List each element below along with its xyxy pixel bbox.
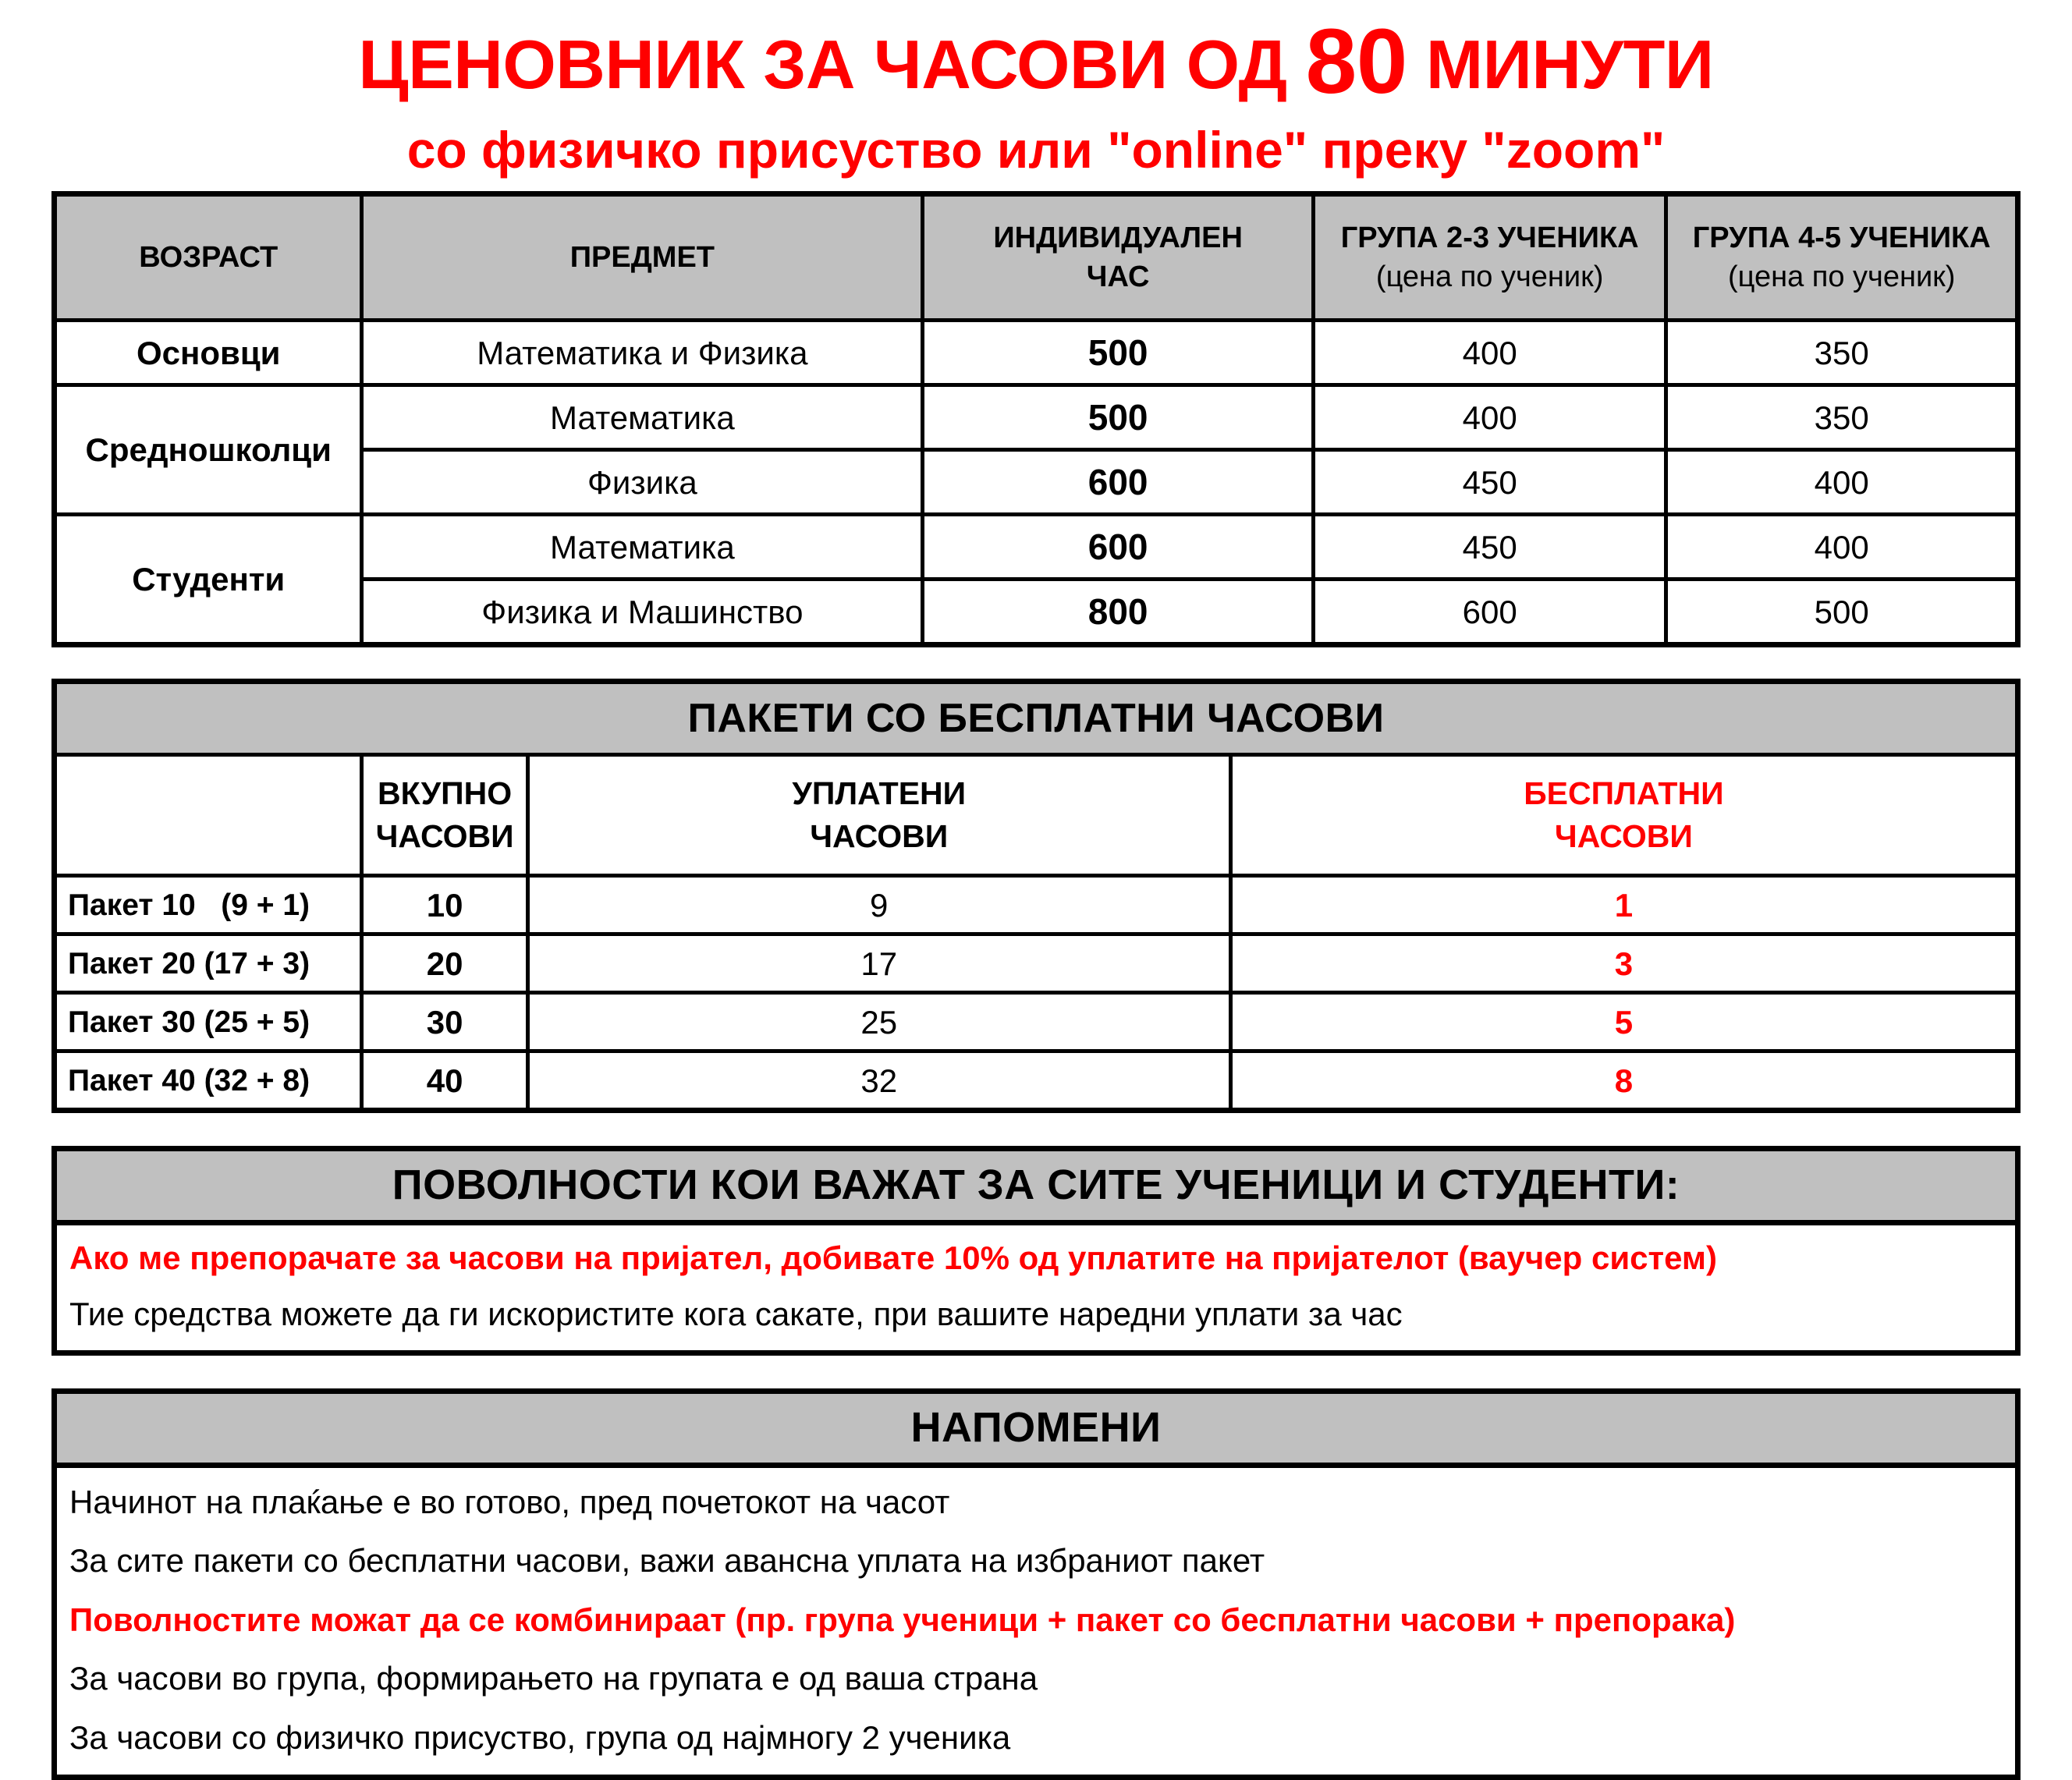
notes-panel-body bbox=[57, 1468, 2015, 1775]
prices-table bbox=[51, 191, 2021, 647]
package-name: Пакет 10 (9 + 1) bbox=[55, 876, 362, 934]
package-free-hours: 8 bbox=[1230, 1051, 2017, 1111]
table-row bbox=[55, 385, 2018, 450]
price-individual: 800 bbox=[923, 580, 1314, 645]
page-title-after: МИНУТИ bbox=[1407, 26, 1714, 103]
benefits-panel-heading: ПОВОЛНОСТИ КОИ ВАЖАТ ЗА СИТЕ УЧЕНИЦИ И СТУДЕНТИ: bbox=[57, 1151, 2015, 1225]
price-individual: 500 bbox=[923, 385, 1314, 450]
table-row bbox=[55, 934, 2018, 993]
column-header-free-line1: БЕСПЛАТНИ bbox=[1524, 775, 1724, 811]
price-group45: 350 bbox=[1666, 321, 2018, 385]
subject-cell: Физика bbox=[362, 450, 923, 515]
price-group23: 450 bbox=[1313, 515, 1666, 580]
table-row bbox=[55, 1051, 2018, 1111]
package-total-hours: 20 bbox=[362, 934, 527, 993]
notes-line: За часови во група, формирањето на групата е од ваша страна bbox=[69, 1660, 1038, 1697]
column-header-total bbox=[362, 755, 527, 876]
page-title-before: ЦЕНОВНИК ЗА ЧАСОВИ ОД bbox=[358, 26, 1306, 103]
column-header-group23 bbox=[1313, 194, 1666, 321]
column-header-group23-line2: (цена по ученик) bbox=[1375, 261, 1604, 294]
package-paid-hours: 32 bbox=[527, 1051, 1230, 1111]
packages-header-row bbox=[55, 755, 2018, 876]
subject-cell: Математика bbox=[362, 515, 923, 580]
column-header-group45-line1: ГРУПА 4-5 УЧЕНИКА bbox=[1692, 221, 1991, 254]
age-cell-osnovci: Основци bbox=[55, 321, 362, 385]
column-header-individual-line1: ИНДИВИДУАЛЕН bbox=[993, 221, 1243, 254]
package-name: Пакет 40 (32 + 8) bbox=[55, 1051, 362, 1111]
column-header-free-line2: ЧАСОВИ bbox=[1554, 818, 1693, 855]
column-header-free bbox=[1230, 755, 2017, 876]
packages-banner: ПАКЕТИ СО БЕСПЛАТНИ ЧАСОВИ bbox=[55, 682, 2018, 755]
price-group23: 450 bbox=[1313, 450, 1666, 515]
packages-table bbox=[51, 679, 2021, 1113]
age-cell-studenti: Студенти bbox=[55, 515, 362, 645]
prices-table-header-row bbox=[55, 194, 2018, 321]
price-group23: 600 bbox=[1313, 580, 1666, 645]
price-individual: 500 bbox=[923, 321, 1314, 385]
column-header-group23-line1: ГРУПА 2-3 УЧЕНИКА bbox=[1340, 221, 1639, 254]
price-group23: 400 bbox=[1313, 321, 1666, 385]
column-header-individual-line2: ЧАС bbox=[1086, 261, 1150, 294]
column-header-paid-line2: ЧАСОВИ bbox=[810, 818, 949, 855]
table-row bbox=[55, 515, 2018, 580]
price-group45: 400 bbox=[1666, 515, 2018, 580]
column-header-total-line1: ВКУПНО bbox=[378, 775, 513, 811]
table-row bbox=[55, 321, 2018, 385]
price-group45: 500 bbox=[1666, 580, 2018, 645]
benefits-panel bbox=[51, 1146, 2021, 1355]
table-row bbox=[55, 876, 2018, 934]
package-paid-hours: 9 bbox=[527, 876, 1230, 934]
column-header-group45 bbox=[1666, 194, 2018, 321]
package-paid-hours: 25 bbox=[527, 993, 1230, 1051]
column-header-total-line2: ЧАСОВИ bbox=[375, 818, 514, 855]
price-group45: 350 bbox=[1666, 385, 2018, 450]
table-row bbox=[55, 993, 2018, 1051]
price-individual: 600 bbox=[923, 515, 1314, 580]
package-free-hours: 3 bbox=[1230, 934, 2017, 993]
package-total-hours: 10 bbox=[362, 876, 527, 934]
column-header-individual bbox=[923, 194, 1314, 321]
package-total-hours: 40 bbox=[362, 1051, 527, 1111]
column-header-paid-line1: УПЛАТЕНИ bbox=[792, 775, 967, 811]
column-header-subject: ПРЕДМЕТ bbox=[362, 194, 923, 321]
page-title-duration: 80 bbox=[1305, 10, 1407, 113]
package-name: Пакет 30 (25 + 5) bbox=[55, 993, 362, 1051]
package-paid-hours: 17 bbox=[527, 934, 1230, 993]
benefits-line: Ако ме препорачате за часови на пријател, добивате 10% од уплатите на пријателот (ваучер систем) bbox=[69, 1239, 1717, 1277]
page-title bbox=[51, 0, 2021, 113]
package-name: Пакет 20 (17 + 3) bbox=[55, 934, 362, 993]
subject-cell: Физика и Машинство bbox=[362, 580, 923, 645]
package-free-hours: 5 bbox=[1230, 993, 2017, 1051]
subject-cell: Математика bbox=[362, 385, 923, 450]
notes-line: За сите пакети со бесплатни часови, важи авансна уплата на избраниот пакет bbox=[69, 1542, 1265, 1580]
notes-line: За часови со физичко присуство, група од најмногу 2 ученика bbox=[69, 1718, 1011, 1756]
subject-cell: Математика и Физика bbox=[362, 321, 923, 385]
column-header-group45-line2: (цена по ученик) bbox=[1727, 261, 1956, 294]
notes-line: Начинот на плаќање е во готово, пред почетокот на часот bbox=[69, 1483, 950, 1520]
package-free-hours: 1 bbox=[1230, 876, 2017, 934]
price-group23: 400 bbox=[1313, 385, 1666, 450]
benefits-panel-body bbox=[57, 1225, 2015, 1349]
notes-line: Поволностите можат да се комбинираат (пр. група ученици + пакет со бесплатни часови + препорака) bbox=[69, 1601, 1736, 1638]
price-individual: 600 bbox=[923, 450, 1314, 515]
notes-panel bbox=[51, 1388, 2021, 1780]
page-subtitle: со физичко присуство или "online" преку "zoom" bbox=[406, 121, 1666, 179]
column-header-paid bbox=[527, 755, 1230, 876]
column-header-blank bbox=[55, 755, 362, 876]
benefits-line: Тие средства можете да ги искористите кога сакате, при вашите наредни уплати за час bbox=[69, 1296, 1403, 1333]
package-total-hours: 30 bbox=[362, 993, 527, 1051]
price-group45: 400 bbox=[1666, 450, 2018, 515]
notes-panel-heading: НАПОМЕНИ bbox=[57, 1394, 2015, 1468]
column-header-age: ВОЗРАСТ bbox=[55, 194, 362, 321]
packages-banner-row bbox=[55, 682, 2018, 755]
age-cell-srednoskolci: Средношколци bbox=[55, 385, 362, 515]
